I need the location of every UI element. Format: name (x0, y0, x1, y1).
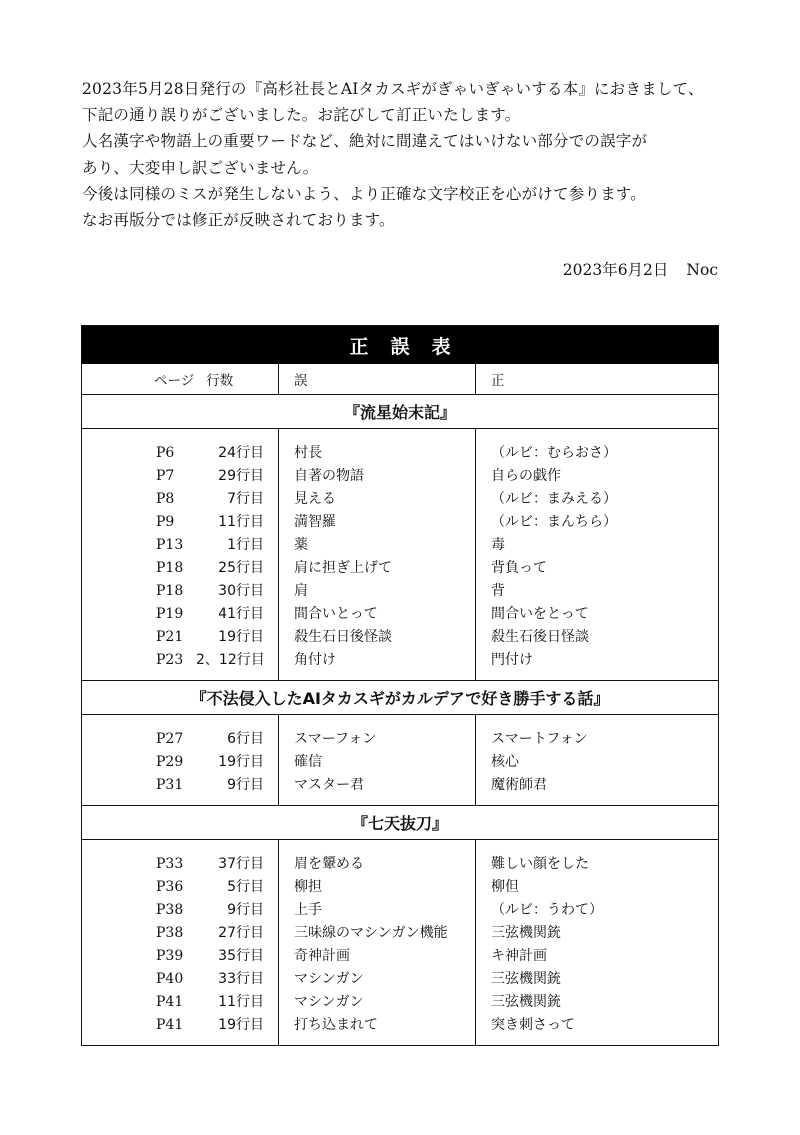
table-row (156, 853, 278, 876)
section-title: 『七天抜刀』 (82, 806, 718, 840)
table-title: 正誤表 (82, 326, 718, 364)
correct-column (476, 840, 718, 1045)
page-number: P21 (156, 629, 184, 645)
line-number: 29行目 (218, 468, 264, 484)
line-number: 41行目 (218, 606, 264, 622)
page-number: P33 (156, 856, 184, 872)
table-row (156, 534, 278, 557)
correct-text: 毒 (491, 537, 505, 553)
table-row (156, 991, 278, 1014)
page-number: P39 (156, 948, 184, 964)
page-line-column (82, 840, 279, 1045)
page-number: P23 (156, 652, 184, 668)
wrong-column (279, 840, 476, 1045)
wrong-text: 満智羅 (294, 514, 336, 530)
line-number: 35行目 (218, 948, 264, 964)
correct-text: 背 (491, 583, 505, 599)
correct-text: 間合いをとって (491, 606, 589, 622)
correct-text: 自らの戯作 (491, 468, 561, 484)
line-number: 2、12行目 (196, 652, 265, 668)
section-body (82, 715, 718, 806)
table-row (156, 922, 278, 945)
page-number: P38 (156, 902, 184, 918)
correct-text: 三弦機関銃 (491, 994, 561, 1010)
table-row (156, 1014, 278, 1037)
errata-table (81, 325, 719, 1046)
section-title: 『流星始末記』 (82, 395, 718, 429)
wrong-text: 確信 (294, 754, 322, 770)
notice-line: 今後は同様のミスが発生しないよう、より正確な文字校正を心がけて参ります。 (82, 184, 646, 203)
header-correct-label: 正 (491, 373, 505, 389)
wrong-text: マスター君 (294, 777, 364, 793)
page-number: P19 (156, 606, 184, 622)
page-number: P6 (156, 445, 175, 461)
wrong-text: マシンガン (294, 994, 364, 1010)
correct-text: キ神計画 (491, 948, 547, 964)
wrong-text: 打ち込まれて (294, 1017, 378, 1033)
correct-column (476, 429, 718, 680)
notice-author: Noc (686, 261, 718, 279)
correct-text: スマートフォン (491, 731, 588, 747)
correct-text: 殺生石後日怪談 (491, 629, 589, 645)
correct-text: 門付け (491, 652, 533, 668)
table-row (156, 442, 278, 465)
wrong-text: 眉を顰める (294, 856, 364, 872)
header-wrong-label: 誤 (279, 364, 476, 394)
correct-text: （ルビ：うわて） (491, 902, 603, 918)
errata-sections (82, 395, 718, 1045)
notice-line: なお再版分では修正が反映されております。 (82, 211, 395, 230)
wrong-text: 三味線のマシンガン機能 (294, 925, 448, 941)
page-line-column (82, 429, 279, 680)
table-row (156, 465, 278, 488)
table-row (156, 511, 278, 534)
line-number: 33行目 (218, 971, 264, 987)
wrong-text: 角付け (294, 652, 336, 668)
line-number: 30行目 (218, 583, 264, 599)
table-row (156, 876, 278, 899)
notice-line: 下記の通り誤りがございました。お詫びして訂正いたします。 (82, 106, 521, 125)
section-title: 『不法侵入したAIタカスギがカルデアで好き勝手する話』 (82, 681, 718, 715)
line-number: 1行目 (227, 537, 264, 553)
page-number: P7 (156, 468, 175, 484)
apology-notice (82, 76, 722, 233)
wrong-text: 肩に担ぎ上げて (294, 560, 392, 576)
notice-date: 2023年6月2日 (562, 261, 669, 279)
line-number: 7行目 (227, 491, 264, 507)
correct-text: 背負って (491, 560, 547, 576)
wrong-text: スマーフォン (294, 731, 377, 747)
line-number: 9行目 (227, 902, 264, 918)
table-row (156, 649, 278, 672)
signature (563, 258, 718, 280)
page-number: P40 (156, 971, 184, 987)
notice-line: 2023年5月28日発行の『高杉社長とAIタカスギがぎゃいぎゃいする本』におきまして、 (82, 80, 704, 98)
wrong-text: 薬 (294, 537, 308, 553)
correct-text: （ルビ：むらおさ） (491, 445, 617, 461)
page-number: P41 (156, 994, 184, 1010)
wrong-column (279, 715, 476, 805)
wrong-text: 殺生石日後怪談 (294, 629, 392, 645)
table-row (156, 774, 278, 797)
wrong-text: 上手 (294, 902, 322, 918)
wrong-text: 柳担 (294, 879, 322, 895)
page-number: P31 (156, 777, 184, 793)
correct-text: 魔術師君 (491, 777, 547, 793)
page-number: P27 (156, 731, 184, 747)
line-number: 6行目 (227, 731, 264, 747)
table-row (156, 488, 278, 511)
table-row (156, 751, 278, 774)
correct-text: 難しい顔をした (491, 856, 589, 872)
table-row (156, 626, 278, 649)
line-number: 19行目 (218, 1017, 264, 1033)
correct-text: （ルビ：まんちら） (491, 514, 617, 530)
line-number: 5行目 (227, 879, 264, 895)
header-line-label: 行数 (206, 373, 234, 389)
table-header-row (82, 364, 718, 395)
page-number: P8 (156, 491, 175, 507)
wrong-text: 村長 (294, 445, 322, 461)
page-number: P29 (156, 754, 184, 770)
page-line-column (82, 715, 279, 805)
table-row (156, 899, 278, 922)
line-number: 9行目 (227, 777, 264, 793)
line-number: 24行目 (218, 445, 264, 461)
correct-text: 柳但 (491, 879, 519, 895)
wrong-text: 間合いとって (294, 606, 378, 622)
line-number: 19行目 (218, 629, 264, 645)
section-body (82, 429, 718, 681)
header-page-cell (82, 364, 279, 394)
table-row (156, 968, 278, 991)
wrong-text: 奇神計画 (294, 948, 350, 964)
wrong-text: 見える (294, 491, 336, 507)
correct-column (476, 715, 718, 805)
page-number: P41 (156, 1017, 184, 1033)
correct-text: 三弦機関銃 (491, 971, 561, 987)
line-number: 11行目 (218, 994, 264, 1010)
correct-text: 三弦機関銃 (491, 925, 561, 941)
line-number: 11行目 (218, 514, 264, 530)
table-row (156, 728, 278, 751)
header-page-label: ページ (154, 373, 195, 389)
correct-text: 核心 (491, 754, 519, 770)
wrong-text: 肩 (294, 583, 308, 599)
table-row (156, 603, 278, 626)
table-row (156, 945, 278, 968)
notice-line: 人名漢字や物語上の重要ワードなど、絶対に間違えてはいけない部分での誤字が (82, 132, 648, 151)
page-number: P9 (156, 514, 175, 530)
correct-text: （ルビ：まみえる） (491, 491, 617, 507)
line-number: 37行目 (218, 856, 264, 872)
line-number: 27行目 (218, 925, 264, 941)
table-row (156, 557, 278, 580)
correct-text: 突き刺さって (491, 1017, 575, 1033)
line-number: 19行目 (218, 754, 264, 770)
section-body (82, 840, 718, 1045)
page-number: P18 (156, 560, 184, 576)
page-number: P36 (156, 879, 184, 895)
page-number: P18 (156, 583, 184, 599)
table-row (156, 580, 278, 603)
page-number: P13 (156, 537, 184, 553)
wrong-text: 自著の物語 (294, 468, 364, 484)
wrong-column (279, 429, 476, 680)
notice-line: あり、大変申し訳ございません。 (82, 158, 319, 177)
line-number: 25行目 (218, 560, 264, 576)
wrong-text: マシンガン (294, 971, 364, 987)
page-number: P38 (156, 925, 184, 941)
